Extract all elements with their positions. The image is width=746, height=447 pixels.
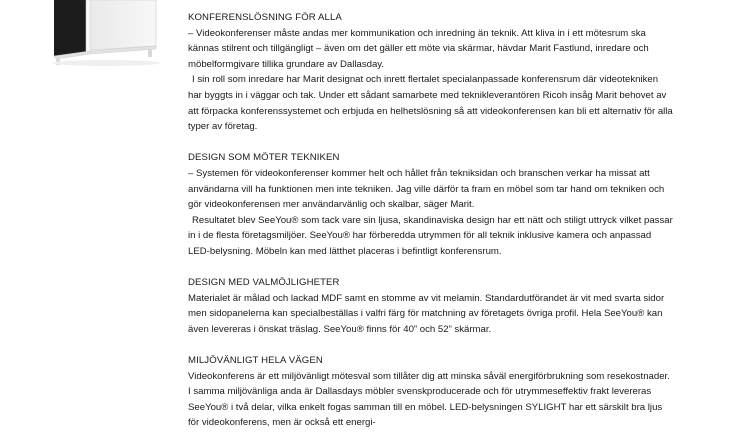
- section-konferenslosning: [188, 10, 674, 135]
- section-heading: MILJÖVÄNLIGT HELA VÄGEN: [188, 355, 323, 367]
- section-valmojligheter: [188, 275, 674, 337]
- section-paragraph: – Systemen för videokonferenser kommer helt och hållet från tekniksidan och branschen verkar ha missat att användarna vill ha funktionen men inte tekniken. Jag ville därför ta fram en möbel som tar hand om tekniken och gör videokonferensen mer användarvänlig och skalbar, säger Marit.: [188, 167, 667, 211]
- section-miljovanligt: [188, 353, 674, 431]
- section-heading: DESIGN SOM MÖTER TEKNIKEN: [188, 152, 340, 164]
- section-paragraph: Resultatet blev SeeYou® som tack vare sin ljusa, skandinaviska design har ett nätt och stiligt uttryck vilket passar in i de flesta företagsmiljöer. SeeYou® har förberedda utrymmen för all teknik inklusive kamera och anpassad LED-belysning. Möbeln kan med lätthet placeras i befintligt konferensrum.: [188, 214, 676, 257]
- article-body: [188, 10, 674, 447]
- section-paragraph: Materialet är målad och lackad MDF samt en stomme av vit melamin. Standardutförandet är vit med svarta sidor men sidopanelerna kan specialbeställas i valfri färg för matchning av företagets övriga profil. Hela SeeYou® kan även levereras i önskat träslag. SeeYou® finns för 40” och 52” skärmar.: [188, 292, 667, 335]
- section-heading: KONFERENSLÖSNING FÖR ALLA: [188, 12, 342, 23]
- section-design-tekniken: [188, 150, 674, 259]
- section-paragraph: Videokonferens är ett miljövänligt mötesval som tillåter dig att minska såväl energiförbrukning som resekostnader. I samma miljövänliga anda är Dallasdays möbler svenskproducerade och för utrymmeseffektiv frakt levereras SeeYou® i två delar, vilka enkelt fogas samman till en möbel. LED-belysningen SYLIGHT har ett särskilt bra ljus för videokonferens, men är också ett energi-: [188, 370, 673, 429]
- section-paragraph: – Videokonferenser måste andas mer kommunikation och inredning än teknik. Att kliva in i ett mötesrum ska kännas stilrent och tillgängligt – även om det gäller ett möte via skärmar, hävdar Marit Fastlund, inredare och möbelformgivare tillika grundare av Dallasday.: [188, 27, 652, 70]
- seeyou-furniture-image: [48, 0, 164, 68]
- section-paragraph: I sin roll som inredare har Marit designat och inrett flertalet specialanpassade konferensrum där videotekniken har byggts in i väggar och tak. Under ett sådant samarbete med teknikleverantören Ricoh insåg Marit behovet av att förpacka konferenssystemet och erbjuda en helhetslösning så att videokonferensen kan bli ett alternativ för alla typer av företag.: [188, 74, 676, 133]
- section-heading: DESIGN MED VALMÖJLIGHETER: [188, 277, 340, 289]
